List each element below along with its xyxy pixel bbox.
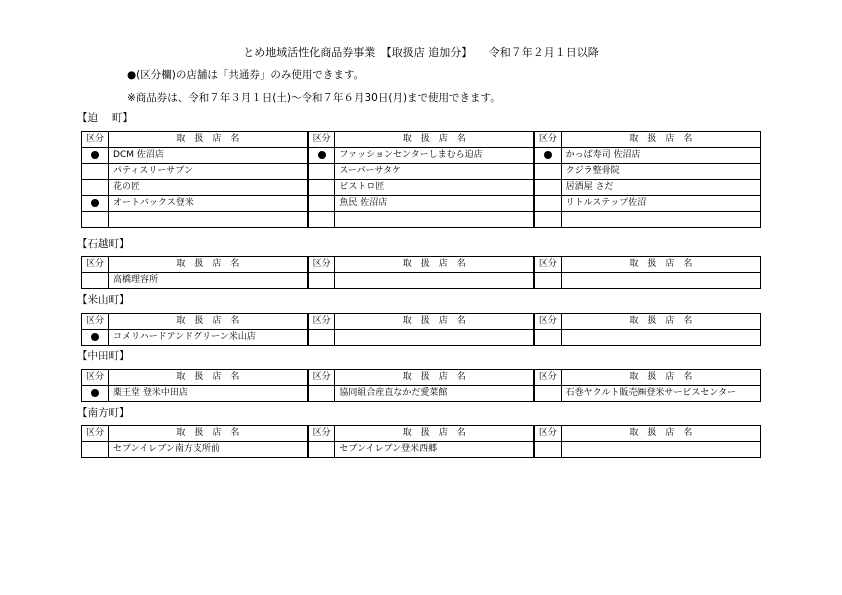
store-name-cell: DCM 佐沼店 <box>109 148 308 164</box>
table-row <box>82 212 761 228</box>
table-header-row <box>82 370 761 386</box>
kubun-cell <box>82 442 109 458</box>
kubun-cell <box>308 196 335 212</box>
section-label-ishikoshi: 【石越町】 <box>77 238 130 250</box>
store-name-cell: クジラ整骨院 <box>561 164 760 180</box>
kubun-header: 区分 <box>308 132 335 148</box>
table-row <box>82 196 761 212</box>
common-voucher-dot-icon <box>91 389 99 397</box>
kubun-cell <box>534 164 561 180</box>
store-name-cell: コメリハードアンドグリーン米山店 <box>109 330 308 346</box>
kubun-cell <box>534 196 561 212</box>
kubun-cell <box>308 386 335 402</box>
store-table-minamikata <box>81 425 761 458</box>
store-name-header: 取 扱 店 名 <box>335 370 534 386</box>
store-name-cell: 薬王堂 登米中田店 <box>109 386 308 402</box>
table-header-row <box>82 426 761 442</box>
kubun-cell <box>308 180 335 196</box>
store-name-cell <box>335 212 534 228</box>
kubun-cell <box>534 442 561 458</box>
kubun-header: 区分 <box>82 314 109 330</box>
store-name-cell: オートバックス登米 <box>109 196 308 212</box>
store-table-yoneyama <box>81 313 761 346</box>
common-voucher-dot-icon <box>91 199 99 207</box>
kubun-header: 区分 <box>82 370 109 386</box>
store-name-cell: ファッションセンターしまむら迫店 <box>335 148 534 164</box>
store-name-cell: 協同組合産直なかだ愛菜館 <box>335 386 534 402</box>
section-label-hasama: 【迫 町】 <box>77 112 133 124</box>
store-name-cell <box>561 330 760 346</box>
kubun-cell <box>308 273 335 289</box>
kubun-cell <box>534 386 561 402</box>
common-voucher-dot-icon <box>91 151 99 159</box>
note-common-voucher: ●(区分欄)の店舗は「共通券」のみ使用できます。 <box>127 69 365 81</box>
store-name-cell <box>561 273 760 289</box>
store-name-header: 取 扱 店 名 <box>109 370 308 386</box>
kubun-header: 区分 <box>308 370 335 386</box>
store-name-header: 取 扱 店 名 <box>109 314 308 330</box>
kubun-cell <box>308 212 335 228</box>
store-name-cell: セブンイレブン南方支所前 <box>109 442 308 458</box>
table-row <box>82 273 761 289</box>
common-voucher-dot-icon <box>318 151 326 159</box>
store-name-cell <box>335 330 534 346</box>
kubun-cell <box>534 212 561 228</box>
kubun-cell <box>82 212 109 228</box>
table-row <box>82 442 761 458</box>
kubun-cell <box>82 164 109 180</box>
kubun-cell <box>82 196 109 212</box>
store-name-cell <box>109 212 308 228</box>
table-header-row <box>82 257 761 273</box>
kubun-header: 区分 <box>308 314 335 330</box>
kubun-cell <box>308 164 335 180</box>
kubun-cell <box>82 148 109 164</box>
store-name-header: 取 扱 店 名 <box>561 132 760 148</box>
store-name-cell <box>561 212 760 228</box>
store-name-cell <box>561 442 760 458</box>
store-name-cell: ビストロ匠 <box>335 180 534 196</box>
store-name-header: 取 扱 店 名 <box>561 257 760 273</box>
kubun-header: 区分 <box>534 314 561 330</box>
table-row <box>82 164 761 180</box>
note-validity-period: ※商品券は、令和７年３月１日(土)～令和７年６月30日(月)まで使用できます。 <box>127 92 501 104</box>
store-name-cell: スーパーサタケ <box>335 164 534 180</box>
kubun-cell <box>82 386 109 402</box>
store-name-header: 取 扱 店 名 <box>109 257 308 273</box>
store-name-header: 取 扱 店 名 <box>109 426 308 442</box>
store-name-header: 取 扱 店 名 <box>335 426 534 442</box>
kubun-cell <box>534 273 561 289</box>
kubun-cell <box>534 148 561 164</box>
store-name-header: 取 扱 店 名 <box>335 314 534 330</box>
store-table-hasama <box>81 131 761 228</box>
store-name-header: 取 扱 店 名 <box>335 132 534 148</box>
kubun-header: 区分 <box>82 257 109 273</box>
kubun-header: 区分 <box>534 132 561 148</box>
store-name-cell: 石巻ヤクルト販売㈱登米サービスセンター <box>561 386 760 402</box>
store-name-cell: 花の匠 <box>109 180 308 196</box>
store-table-ishikoshi <box>81 256 761 289</box>
kubun-header: 区分 <box>534 370 561 386</box>
store-name-cell: 魚民 佐沼店 <box>335 196 534 212</box>
store-name-header: 取 扱 店 名 <box>561 426 760 442</box>
store-name-cell: リトルステップ佐沼 <box>561 196 760 212</box>
store-name-cell <box>335 273 534 289</box>
store-table-nakada <box>81 369 761 402</box>
kubun-header: 区分 <box>82 132 109 148</box>
common-voucher-dot-icon <box>544 151 552 159</box>
table-row <box>82 330 761 346</box>
kubun-cell <box>534 180 561 196</box>
kubun-header: 区分 <box>534 426 561 442</box>
kubun-cell <box>82 180 109 196</box>
section-label-minamikata: 【南方町】 <box>77 407 130 419</box>
kubun-cell <box>534 330 561 346</box>
common-voucher-dot-icon <box>91 333 99 341</box>
store-name-cell: セブンイレブン登米西郷 <box>335 442 534 458</box>
kubun-header: 区分 <box>308 257 335 273</box>
table-header-row <box>82 132 761 148</box>
store-name-cell: かっぱ寿司 佐沼店 <box>561 148 760 164</box>
kubun-cell <box>308 442 335 458</box>
table-row <box>82 386 761 402</box>
document-title: とめ地域活性化商品券事業 【取扱店 追加分】 令和７年２月１日以降 <box>243 46 599 59</box>
store-name-header: 取 扱 店 名 <box>561 370 760 386</box>
kubun-header: 区分 <box>82 426 109 442</box>
table-row <box>82 148 761 164</box>
kubun-cell <box>308 148 335 164</box>
table-header-row <box>82 314 761 330</box>
kubun-cell <box>308 330 335 346</box>
kubun-header: 区分 <box>308 426 335 442</box>
store-name-header: 取 扱 店 名 <box>335 257 534 273</box>
store-name-cell: 高橋理容所 <box>109 273 308 289</box>
store-name-cell: 居酒屋 さだ <box>561 180 760 196</box>
store-name-header: 取 扱 店 名 <box>109 132 308 148</box>
section-label-nakada: 【中田町】 <box>77 350 130 362</box>
kubun-header: 区分 <box>534 257 561 273</box>
section-label-yoneyama: 【米山町】 <box>77 294 130 306</box>
kubun-cell <box>82 273 109 289</box>
store-name-cell: パティスリーサブン <box>109 164 308 180</box>
table-row <box>82 180 761 196</box>
kubun-cell <box>82 330 109 346</box>
store-name-header: 取 扱 店 名 <box>561 314 760 330</box>
